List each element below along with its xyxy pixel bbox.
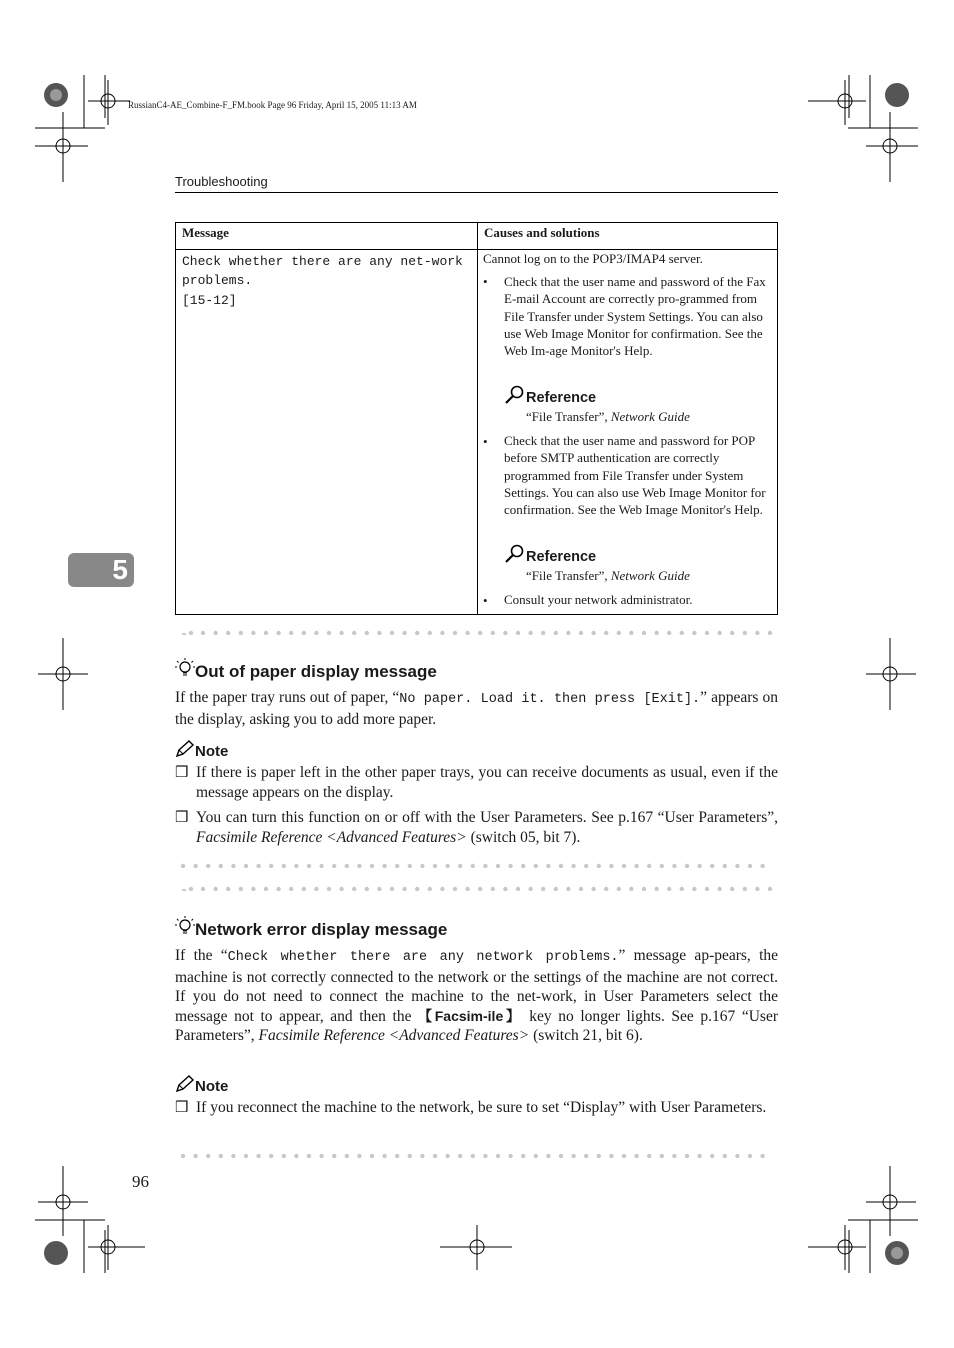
out-of-paper-code: No paper. Load it. then press [Exit].: [399, 692, 701, 707]
facsimile-key: 【Facsim-ile】: [418, 1007, 523, 1024]
magnifier-icon: [504, 385, 526, 405]
reference-2-label: Reference: [526, 549, 597, 565]
reference-2-body: “File Transfer”, Network Guide: [526, 568, 690, 583]
reference-1-guide: Network Guide: [610, 409, 690, 424]
header-rule: [175, 192, 778, 193]
network-error-body: If the “Check whether there are any network problems.” message ap-pears, the machine is not correctly connected to the network or the settings of the machine are not correct. If you do not need to connect the machine to the net-work, in User Parameters select the message not to appear, and then the 【Facsim-ile】 key no longer lights. See p.167 “User Parameters”, Facsimile Reference <Advanced Features> (switch 21, bit 6).: [175, 947, 779, 1044]
bullet-2-text: Check that the user name and password for POP before SMTP authentication are correctly programmed from File Transfer under System Settings. You can also use Web Image Monitor for confirmation. See the Web Image Monitor's Help.: [504, 433, 766, 518]
note-2-label: Note: [195, 1078, 229, 1095]
reference-2-guide: Network Guide: [610, 568, 690, 583]
bullet-1-text: Check that the user name and password of the Fax E-mail Account are correctly pro-grammed from File Transfer under System Settings. You can also use Web Image Monitor for confirmation. See the Web Im-age Monitor's Help.: [504, 274, 766, 359]
pencil-icon: [175, 740, 195, 758]
magnifier-icon: [504, 544, 526, 564]
bullet-2-marker: •: [483, 434, 488, 449]
chapter-number: 5: [112, 554, 128, 585]
reference-1-body: “File Transfer”, Network Guide: [526, 409, 690, 424]
header-message: Message: [182, 225, 229, 240]
reference-1-label: Reference: [526, 390, 597, 406]
note-1-item-1: If there is paper left in the other paper trays, you can receive documents as usual, even if the message appears on the display.: [196, 764, 778, 801]
cause-intro: Cannot log on to the POP3/IMAP4 server.: [483, 251, 703, 266]
chapter-tab: [68, 553, 134, 587]
lightbulb-icon: [175, 658, 195, 680]
header-causes: Causes and solutions: [484, 225, 600, 240]
bullet-3-text: Consult your network administrator.: [504, 592, 693, 607]
error-code: [15-12]: [182, 293, 237, 308]
out-of-paper-title: [175, 658, 437, 682]
dotted-separator-top-2: [175, 885, 778, 891]
pencil-icon: [175, 1075, 195, 1093]
bullet-3-marker: •: [483, 593, 488, 608]
message-table: [175, 222, 778, 615]
note-1-heading: [175, 740, 228, 760]
bullet-1-marker: •: [483, 274, 488, 289]
network-error-title: [175, 916, 447, 940]
network-error-code: Check whether there are any network problems.: [227, 950, 619, 965]
file-info: RussianC4-AE_Combine-F_FM.book Page 96 Friday, April 15, 2005 11:13 AM: [128, 100, 417, 110]
checkbox-icon: ❒: [175, 1100, 189, 1116]
reference-1: [504, 385, 596, 406]
note-2-heading: [175, 1075, 228, 1095]
dotted-separator-bottom-2: [175, 1152, 778, 1158]
checkbox-icon: ❒: [175, 765, 189, 781]
network-error-title-text: Network error display message: [195, 920, 448, 939]
dotted-separator-bottom-1: [175, 862, 778, 868]
note-1-item-2: You can turn this function on or off with the User Parameters. See p.167 “User Parameters”, Facsimile Reference <Advanced Features> (switch 05, bit 7).: [196, 809, 778, 846]
error-message-text: Check whether there are any net-work problems.: [182, 254, 463, 288]
page-number: 96: [132, 1172, 149, 1191]
note-1-label: Note: [195, 743, 229, 760]
dotted-separator-top-1: [175, 629, 778, 635]
out-of-paper-body: If the paper tray runs out of paper, “No paper. Load it. then press [Exit].” appears on the display, asking you to add more paper.: [175, 689, 778, 728]
note-2-item-1: If you reconnect the machine to the network, be sure to set “Display” with User Parameters.: [196, 1099, 767, 1116]
column-divider: [477, 223, 478, 614]
section-header: Troubleshooting: [175, 174, 268, 189]
header-divider: [176, 249, 777, 250]
lightbulb-icon: [175, 916, 195, 938]
out-of-paper-title-text: Out of paper display message: [195, 662, 437, 681]
reference-2: [504, 544, 596, 565]
checkbox-icon: ❒: [175, 810, 189, 826]
